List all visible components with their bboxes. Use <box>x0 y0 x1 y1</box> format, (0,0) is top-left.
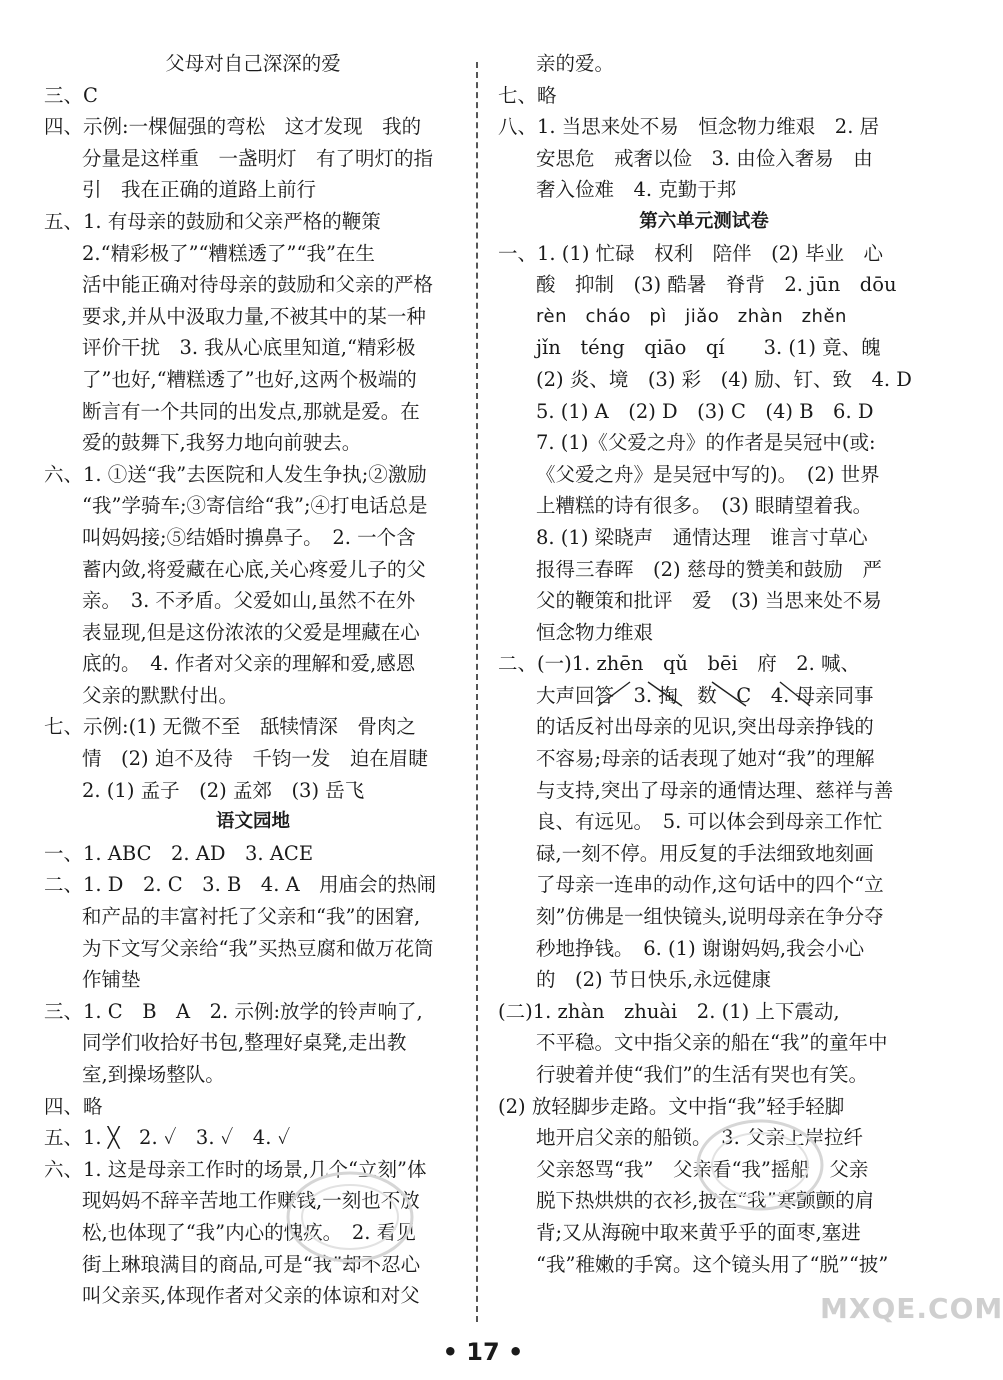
answer-line: 七、示例:(1) 无微不至 舐犊情深 骨肉之 <box>44 715 416 739</box>
answer-line: 断言有一个共同的出发点,那就是爱。在 <box>82 399 420 423</box>
answer-line: 五、1. ╳ 2. ✓ 3. ✓ 4. ✓ <box>44 1126 291 1150</box>
answer-line: 上糟糕的诗有很多。 (3) 眼睛望着我。 <box>536 494 873 518</box>
answer-line: (2) 放轻脚步走路。文中指“我”轻手轻脚 <box>498 1094 845 1118</box>
answer-line: 奢入俭难 4. 克勤于邦 <box>536 178 737 202</box>
answer-line: 叫妈妈接;⑤结婚时擤鼻子。 2. 一个含 <box>82 525 416 549</box>
answer-line: 不平稳。文中指父亲的船在“我”的童年中 <box>536 1031 888 1055</box>
answer-line: 大声回答 3. 掏 数 C 4. 母亲同事 <box>536 683 874 707</box>
answer-line: 《父爱之舟》是吴冠中写的)。 (2) 世界 <box>536 462 880 486</box>
answer-line: 四、示例:一棵倔强的弯松 这才发现 我的 <box>44 115 422 139</box>
answer-line: 活中能正确对待母亲的鼓励和父亲的严格 <box>82 273 434 297</box>
answer-line: 同学们收拾好书包,整理好桌凳,走出教 <box>82 1031 407 1055</box>
pinyin-line: rèn cháo pì jiǎo zhàn zhěn <box>536 305 847 327</box>
answer-line: 松,也体现了“我”内心的愧疚。 2. 看见 <box>82 1220 416 1244</box>
answer-line: 不容易;母亲的话表现了她对“我”的理解 <box>536 747 875 771</box>
answer-line: 蓄内敛,将爱藏在心底,关心疼爱儿子的父 <box>82 557 426 581</box>
answer-line: 刻”仿佛是一组快镜头,说明母亲在争分夺 <box>536 905 884 929</box>
answer-line: 室,到操场整队。 <box>82 1063 225 1086</box>
answer-line: 亲。 3. 不矛盾。父爱如山,虽然不在外 <box>82 589 416 613</box>
answer-line: 报得三春晖 (2) 慈母的赞美和鼓励 严 <box>536 557 882 581</box>
watermark-logo: MXQE.COM <box>820 1292 1003 1325</box>
answer-line: 2.“精彩极了”“糟糕透了”“我”在生 <box>82 241 375 265</box>
section-heading: 第六单元测试卷 <box>639 210 769 232</box>
answer-line: 恒念物力维艰 <box>536 620 654 644</box>
answer-line: 2. (1) 孟子 (2) 孟郊 (3) 岳飞 <box>82 778 365 802</box>
left-column <box>44 48 462 1312</box>
answer-line: 引 我在正确的道路上前行 <box>82 178 317 202</box>
answer-line: 分量是这样重 一盏明灯 有了明灯的指 <box>82 146 434 170</box>
answer-line: 父亲的默默付出。 <box>82 683 239 707</box>
answer-line: 底的。 4. 作者对父亲的理解和爱,感恩 <box>82 652 416 676</box>
answer-line: 5. (1) A (2) D (3) C (4) B 6. D <box>536 399 874 423</box>
answer-line: 三、C <box>44 83 98 107</box>
answer-line: 现妈妈不辞辛苦地工作赚钱,一刻也不放 <box>82 1189 420 1213</box>
answer-line: “我”学骑车;③寄信给“我”;④打电话总是 <box>82 494 428 518</box>
answer-line: 地开启父亲的船锁。 3. 父亲上岸拉纤 <box>536 1126 864 1150</box>
answer-line: 的话反衬出母亲的见识,突出母亲挣钱的 <box>536 715 874 739</box>
answer-line: 表显现,但是这份浓浓的父爱是埋藏在心 <box>82 620 420 644</box>
answer-line: (2) 炎、境 (3) 彩 (4) 励、钉、致 4. D <box>536 367 912 391</box>
answer-line: 酸 抑制 (3) 酷暑 脊背 2. jūn dōu <box>536 273 897 297</box>
page-number: • 17 • <box>442 1338 524 1366</box>
answer-line: 街上琳琅满目的商品,可是“我”却不忍心 <box>82 1252 421 1276</box>
section-heading: 语文园地 <box>215 811 290 833</box>
strikethrough-marks <box>590 676 820 712</box>
answer-line: 良、有远见。 5. 可以体会到母亲工作忙 <box>536 810 883 834</box>
answer-line: 与支持,突出了母亲的通情达理、慈祥与善 <box>536 778 894 802</box>
answer-line: 情 (2) 迫不及待 千钧一发 迫在眉睫 <box>82 747 428 771</box>
pinyin-line: jǐn téng qiāo qí 3. (1) 竟、魄 <box>536 336 881 360</box>
answer-line: 亲的爱。 <box>536 52 615 75</box>
answer-line: 秒地挣钱。 6. (1) 谢谢妈妈,我会小心 <box>536 936 865 960</box>
answer-line: 八、1. 当思来处不易 恒念物力维艰 2. 居 <box>498 115 880 139</box>
column-divider <box>476 62 478 1322</box>
answer-line: 背;又从海碗中取来黄乎乎的面枣,塞进 <box>536 1220 861 1244</box>
answer-line: 二、(一)1. zhēn qǔ bēi 府 2. 喊、 <box>498 652 861 676</box>
right-column <box>498 48 910 1280</box>
answer-line: 安思危 戒奢以俭 3. 由俭入奢易 由 <box>536 146 873 170</box>
answer-line: 六、1. ①送“我”去医院和人发生争执;②激励 <box>44 462 427 486</box>
answer-line: “我”稚嫩的手窝。这个镜头用了“脱”“披” <box>536 1252 889 1276</box>
answer-line: 的 (2) 节日快乐,永远健康 <box>536 968 772 992</box>
answer-line: 叫父亲买,体现作者对父亲的体谅和对父 <box>82 1284 420 1308</box>
answer-line: 一、1. ABC 2. AD 3. ACE <box>44 841 314 865</box>
answer-line: 行驶着并使“我们”的生活有哭也有笑。 <box>536 1063 868 1086</box>
answer-line: 评价干扰 3. 我从心底里知道,“精彩极 <box>82 336 416 360</box>
answer-line: 三、1. C B A 2. 示例:放学的铃声响了, <box>44 999 423 1023</box>
answer-line: 六、1. 这是母亲工作时的场景,几个“立刻”体 <box>44 1157 427 1181</box>
answer-line: 了母亲一连串的动作,这句话中的四个“立 <box>536 873 884 897</box>
answer-line: (二)1. zhàn zhuài 2. (1) 上下震动, <box>498 999 840 1023</box>
answer-line: 作铺垫 <box>82 968 141 992</box>
answer-line: 为下文写父亲给“我”买热豆腐和做万花筒 <box>82 936 434 960</box>
answer-line: 了”也好,“糟糕透了”也好,这两个极端的 <box>82 367 417 391</box>
watermark-stamp <box>690 1110 830 1220</box>
answer-line: 脱下热烘烘的衣衫,披在“我”寒颤颤的肩 <box>536 1189 875 1213</box>
answer-line: 和产品的丰富衬托了父亲和“我”的困窘, <box>82 905 421 929</box>
answer-line: 七、略 <box>498 83 557 107</box>
answer-line: 8. (1) 梁晓声 通情达理 谁言寸草心 <box>536 525 868 549</box>
answer-line: 二、1. D 2. C 3. B 4. A 用庙会的热闹 <box>44 873 437 897</box>
answer-line: 要求,并从中汲取力量,不被其中的某一种 <box>82 304 426 328</box>
answer-line: 父亲怒骂“我” 父亲看“我”摇船 父亲 <box>536 1157 869 1181</box>
answer-line: 五、1. 有母亲的鼓励和父亲严格的鞭策 <box>44 209 381 233</box>
answer-line: 爱的鼓舞下,我努力地向前驶去。 <box>82 431 362 455</box>
watermark-stamp <box>280 1162 420 1272</box>
answer-line: 父母对自己深深的爱 <box>165 52 341 75</box>
answer-line: 一、1. (1) 忙碌 权利 陪伴 (2) 毕业 心 <box>498 241 883 265</box>
answer-line: 四、略 <box>44 1094 103 1118</box>
answer-line: 7. (1)《父爱之舟》的作者是吴冠中(或: <box>536 431 876 455</box>
answer-line: 父的鞭策和批评 爱 (3) 当思来处不易 <box>536 589 882 613</box>
answer-line: 碌,一刻不停。用反复的手法细致地刻画 <box>536 841 874 865</box>
